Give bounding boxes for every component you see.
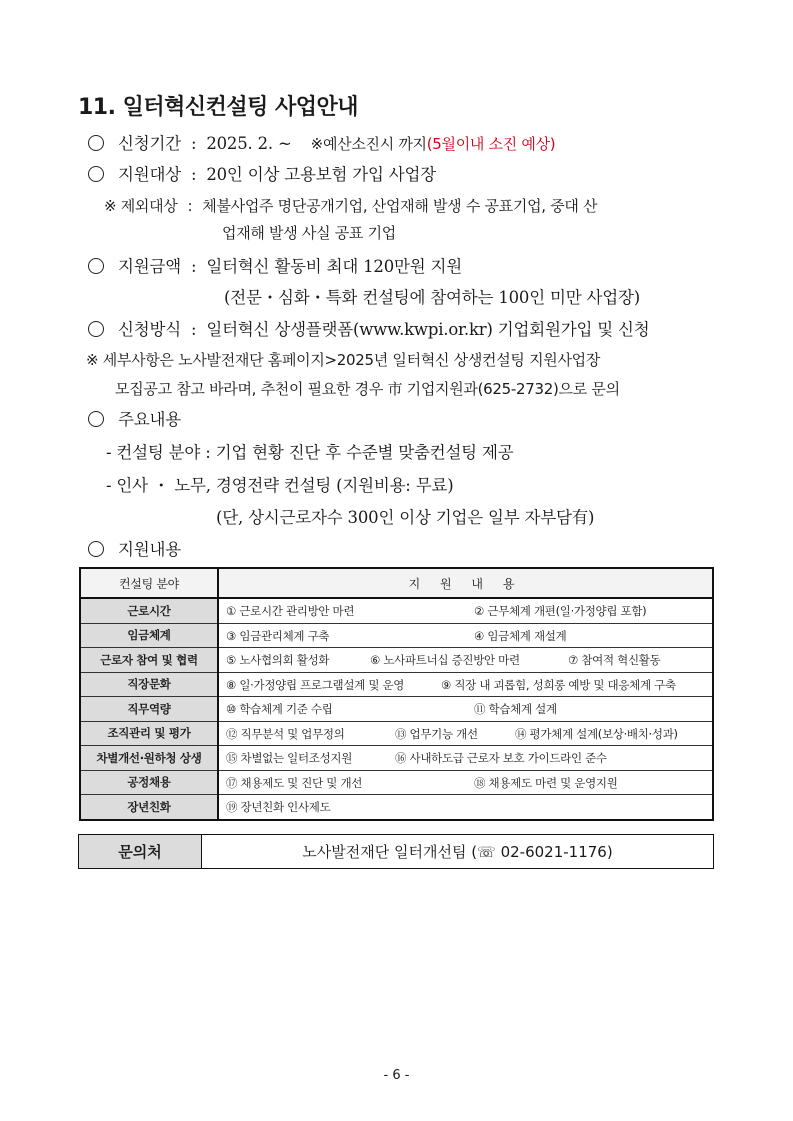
circle-bullet-icon <box>88 135 104 151</box>
amount-value: 일터혁신 활동비 최대 120만원 지원 <box>206 257 463 276</box>
period-note: ※예산소진시 까지 <box>310 135 427 153</box>
row-items <box>218 721 713 746</box>
amount-label: 지원금액 <box>118 257 181 276</box>
row-item: ⑲ 장년친화 인사제도 <box>226 800 331 814</box>
support-table <box>79 567 714 821</box>
row-item: ② 근무체계 개편(일·가정양립 포함) <box>474 604 647 618</box>
row-item: ⑨ 직장 내 괴롭힘, 성희롱 예방 및 대응체계 구축 <box>441 677 676 692</box>
table-row <box>80 746 713 771</box>
exclusion-label: ※ 제외대상 <box>104 197 178 215</box>
amount-note: (전문・심화・특화 컨설팅에 참여하는 100인 미만 사업장) <box>224 288 640 307</box>
row-item: ⑭ 평가체계 설계(보상·배치·성과) <box>515 726 678 741</box>
row-item: ⑪ 학습체계 설계 <box>474 702 557 716</box>
details-note-line2: 모집공고 참고 바라며, 추천이 필요한 경우 市 기업지원과(625-2732)으로 문의 <box>115 380 620 398</box>
main-content-item2: - 인사 ・ 노무, 경영전략 컨설팅 (지원비용: 무료) <box>106 476 454 495</box>
main-content-line <box>88 406 181 430</box>
row-item: ⑰ 채용제도 및 진단 및 개선 <box>226 775 363 790</box>
circle-bullet-icon <box>88 321 104 337</box>
row-items <box>218 648 713 673</box>
table-row <box>80 598 713 623</box>
table-row <box>80 623 713 648</box>
row-items <box>218 672 713 697</box>
table-row <box>80 795 713 820</box>
exclusion-line2: 업재해 발생 사실 공표 기업 <box>222 224 396 242</box>
circle-bullet-icon <box>88 541 104 557</box>
target-line: 지원대상 : 20인 이상 고용보험 가입 사업장 <box>88 161 436 185</box>
row-category: 직장문화 <box>80 672 218 697</box>
row-item: ⑮ 차별없는 일터조성지원 <box>226 751 352 765</box>
row-item: ① 근로시간 관리방안 마련 <box>226 604 355 618</box>
period-line: 신청기간 : 2025. 2. ~ ※예산소진시 까지(5월이내 소진 예상) <box>88 130 555 154</box>
amount-line: 지원금액 : 일터혁신 활동비 최대 120만원 지원 <box>88 253 462 277</box>
row-category: 직무역량 <box>80 697 218 722</box>
row-category: 차별개선·원하청 상생 <box>80 746 218 771</box>
table-header-row <box>80 568 713 598</box>
exclusion-line: ※ 제외대상 : 체불사업주 명단공개기업, 산업재해 발생 수 공표기업, 중대 산 <box>104 197 598 215</box>
table-row <box>80 721 713 746</box>
row-item: ⑬ 업무기능 개선 <box>395 726 478 741</box>
row-items <box>218 598 713 623</box>
exclusion-line1: 체불사업주 명단공개기업, 산업재해 발생 수 공표기업, 중대 산 <box>202 197 598 215</box>
main-content-item1: - 컨설팅 분야 : 기업 현황 진단 후 수준별 맞춤컨설팅 제공 <box>106 443 514 462</box>
period-note-red: (5월이내 소진 예상) <box>426 135 556 153</box>
row-item: ⑥ 노사파트너십 증진방안 마련 <box>370 653 520 667</box>
row-category: 근로시간 <box>80 598 218 623</box>
row-item: ⑦ 참여적 혁신활동 <box>568 653 661 667</box>
support-content-label: 지원내용 <box>118 540 181 559</box>
page-number: - 6 - <box>383 1068 410 1083</box>
row-items <box>218 770 713 795</box>
row-items <box>218 795 713 820</box>
period-label: 신청기간 <box>118 134 181 153</box>
row-items <box>218 623 713 648</box>
row-item: ⑩ 학습체계 기준 수립 <box>226 702 333 716</box>
table-row <box>80 672 713 697</box>
row-category: 장년친화 <box>80 795 218 820</box>
header-category: 컨설팅 분야 <box>80 568 218 598</box>
circle-bullet-icon <box>88 258 104 274</box>
table-row <box>80 697 713 722</box>
method-label: 신청방식 <box>118 320 181 339</box>
row-category: 근로자 참여 및 협력 <box>80 648 218 673</box>
section-title: 11. 일터혁신컨설팅 사업안내 <box>78 95 359 120</box>
row-item: ⑫ 직무분석 및 업무정의 <box>226 726 345 741</box>
row-category: 임금체계 <box>80 623 218 648</box>
period-value: 2025. 2. ~ <box>206 134 292 153</box>
row-category: 조직관리 및 평가 <box>80 721 218 746</box>
main-content-label: 주요내용 <box>118 410 181 429</box>
circle-bullet-icon <box>88 166 104 182</box>
main-content-item2-note: (단, 상시근로자수 300인 이상 기업은 일부 자부담有) <box>216 508 595 527</box>
row-category: 공정채용 <box>80 770 218 795</box>
contact-label: 문의처 <box>79 835 202 868</box>
contact-box <box>78 834 714 869</box>
row-item: ⑱ 채용제도 마련 및 운영지원 <box>474 775 618 790</box>
details-note-line1: ※ 세부사항은 노사발전재단 홈페이지>2025년 일터혁신 상생컨설팅 지원사업장 <box>86 351 601 369</box>
table-row <box>80 648 713 673</box>
row-item: ⑯ 사내하도급 근로자 보호 가이드라인 준수 <box>395 751 607 765</box>
contact-value: 노사발전재단 일터개선팀 (☏ 02-6021-1176) <box>302 843 613 861</box>
row-item: ④ 임금체계 재설계 <box>474 628 567 643</box>
row-item: ⑤ 노사협의회 활성화 <box>226 653 330 667</box>
row-items <box>218 697 713 722</box>
header-content: 지 원 내 용 <box>218 568 713 598</box>
method-line: 신청방식 : 일터혁신 상생플랫폼(www.kwpi.or.kr) 기업회원가입 및 신청 <box>88 316 650 340</box>
method-value: 일터혁신 상생플랫폼(www.kwpi.or.kr) 기업회원가입 및 신청 <box>206 320 650 339</box>
row-item: ③ 임금관리체계 구축 <box>226 628 330 643</box>
target-label: 지원대상 <box>118 165 181 184</box>
target-value: 20인 이상 고용보험 가입 사업장 <box>206 165 436 184</box>
circle-bullet-icon <box>88 411 104 427</box>
table-row <box>80 770 713 795</box>
row-item: ⑧ 일·가정양립 프로그램설계 및 운영 <box>226 677 405 692</box>
row-items <box>218 746 713 771</box>
support-content-line <box>88 536 181 560</box>
